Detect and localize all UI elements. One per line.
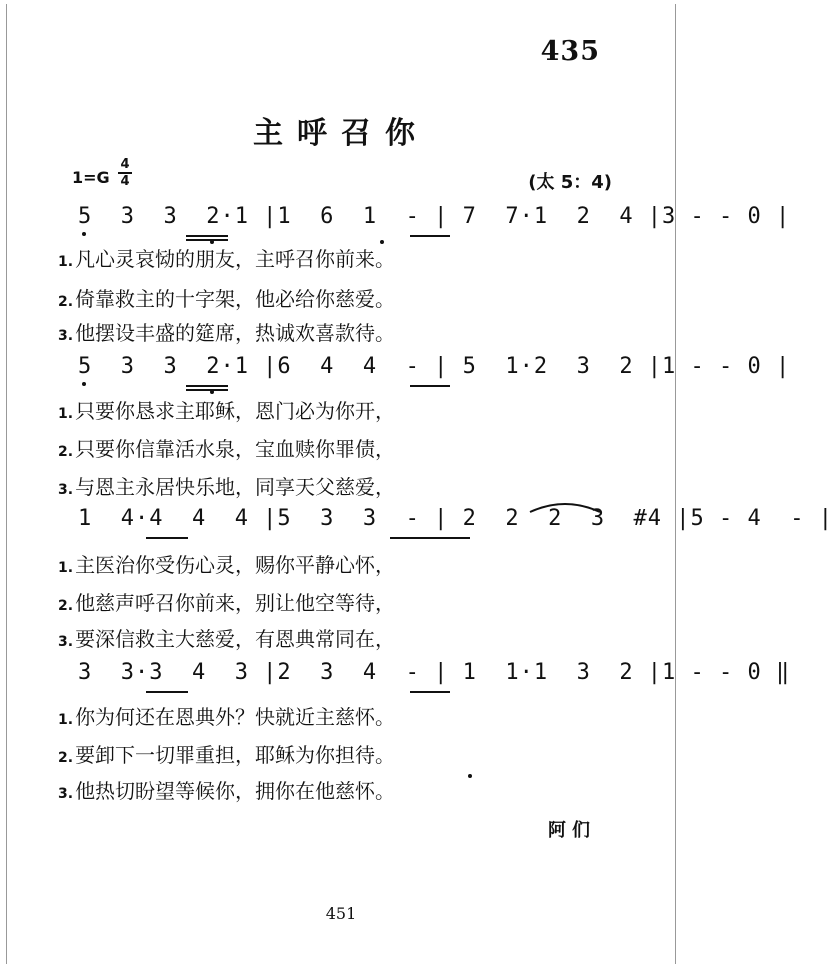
lyric-text: 要深信救主大慈爱，有恩典常同在，: [75, 627, 396, 651]
key-signature: 1=G: [72, 168, 110, 187]
lyric-text: 只要你恳求主耶稣，恩门必为你开，: [75, 399, 396, 423]
verse-number: 2.: [58, 294, 74, 310]
lyric-text: 你为何还在恩典外？快就近主慈怀。: [75, 705, 396, 729]
verse-number: 3.: [58, 482, 74, 498]
beam-underline: [186, 386, 228, 390]
verse-number: 3.: [58, 634, 74, 650]
notation-line-4: 3 3·3 4 3 |2 3 4 - | 1 1·1 3 2 |1 - - 0 ‖: [78, 660, 791, 685]
verse-number: 1.: [58, 406, 74, 422]
octave-dot: [82, 232, 86, 236]
octave-dot: [468, 774, 472, 778]
lyric-text: 凡心灵哀恸的朋友，主呼召你前来。: [75, 247, 396, 271]
lyric-text: 他慈声呼召你前来，别让他空等待，: [75, 591, 396, 615]
lyric-text: 倚靠救主的十字架，他必给你慈爱。: [75, 287, 396, 311]
notation-line-3: 1 4·4 4 4 |5 3 3 - | 2 2 2 3 #4 |5 - 4 - |: [78, 506, 833, 531]
verse-number: 1.: [58, 254, 74, 270]
verse-number: 2.: [58, 750, 74, 766]
lyric-text: 他摆设丰盛的筵席，热诚欢喜款待。: [75, 321, 396, 345]
verse-number: 3.: [58, 786, 74, 802]
notation-line-2: 5 3 3 2·1 |6 4 4 - | 5 1·2 3 2 |1 - - 0 |: [78, 354, 791, 379]
lyric-text: 要卸下一切罪重担，耶稣为你担待。: [75, 743, 396, 767]
verse-number: 1.: [58, 712, 74, 728]
lyric-text: 主医治你受伤心灵，赐你平静心怀，: [75, 553, 396, 577]
notation-line-1: 5 3 3 2·1 |1 6 1 - | 7 7·1 2 4 |3 - - 0 |: [78, 204, 791, 229]
verse-number: 2.: [58, 598, 74, 614]
beam-underline: [186, 236, 228, 240]
time-signature-top: 4: [120, 157, 130, 172]
octave-dot: [82, 382, 86, 386]
octave-dot: [210, 390, 214, 394]
scripture-reference: (太 5：4): [528, 172, 612, 193]
lyric-text: 只要你信靠活水泉，宝血赎你罪债，: [75, 437, 396, 461]
slur: [530, 504, 600, 512]
verse-number: 1.: [58, 560, 74, 576]
verse-number: 2.: [58, 444, 74, 460]
page-number: 451: [325, 904, 357, 923]
hymn-title: 主呼召你: [253, 116, 429, 151]
lyric-text: 他热切盼望等候你，拥你在他慈怀。: [75, 779, 396, 803]
hymn-number: 435: [540, 36, 600, 67]
time-signature-bottom: 4: [120, 174, 130, 189]
amen-text: 阿们: [548, 820, 596, 841]
octave-dot: [380, 240, 384, 244]
verse-number: 3.: [58, 328, 74, 344]
lyric-text: 与恩主永居快乐地，同享天父慈爱，: [75, 475, 396, 499]
octave-dot: [210, 240, 214, 244]
